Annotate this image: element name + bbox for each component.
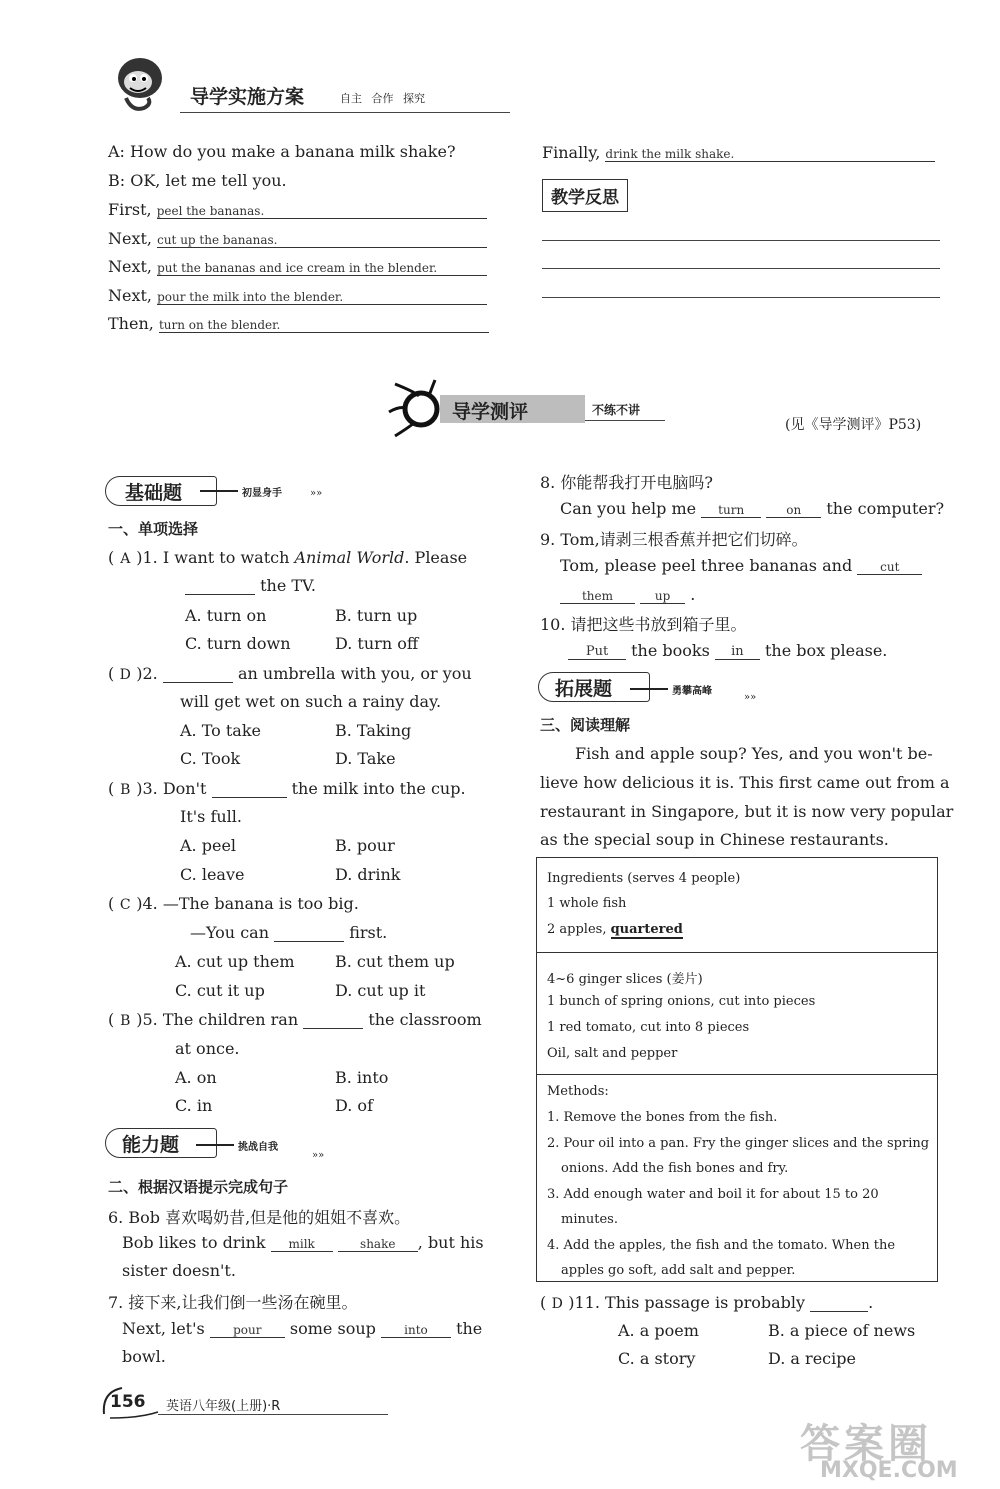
step-row: First, peel the bananas.	[108, 200, 503, 219]
option: C. turn down	[185, 634, 291, 653]
question-6-en: Bob likes to drink milk shake , but his	[122, 1233, 484, 1252]
step-row: Then, turn on the blender.	[108, 314, 503, 333]
question-11: ( D )11. This passage is probably .	[540, 1293, 874, 1312]
answer-letter: A	[120, 551, 131, 567]
method-step: 3. Add enough water and boil it for about 15 to 20	[547, 1187, 879, 1202]
question-2-line2: will get wet on such a rainy day.	[180, 692, 442, 711]
question-2: ( D )2. an umbrella with you, or you	[108, 664, 472, 683]
option: D. Take	[335, 749, 396, 768]
question-10-cn: 10. 请把这些书放到箱子里。	[540, 615, 747, 634]
question-9-en2: them up .	[560, 585, 695, 604]
page-number: 156	[110, 1392, 146, 1412]
question-1: ( A )1. I want to watch Animal World. Please	[108, 548, 468, 567]
option: A. peel	[180, 836, 237, 855]
banner-title: 导学测评	[452, 401, 529, 423]
section-1-heading: 一、单项选择	[108, 520, 199, 538]
question-3-line2: It's full.	[180, 807, 242, 826]
question-4-line2: —You can first.	[190, 923, 388, 942]
banner-reference: (见《导学测评》P53)	[785, 417, 922, 433]
ingredient-item: 1 red tomato, cut into 8 pieces	[547, 1020, 750, 1035]
option: B. into	[335, 1068, 389, 1087]
option: B. pour	[335, 836, 395, 855]
option: D. a recipe	[768, 1349, 856, 1368]
answer-letter: D	[119, 667, 131, 683]
step-answer: cut up the bananas.	[157, 233, 487, 248]
extend-tag-sub: 勇攀高峰	[672, 686, 712, 697]
watermark-url: MXQE.COM	[820, 1458, 958, 1483]
tag-dash	[200, 490, 238, 492]
step-answer: put the bananas and ice cream in the blender.	[157, 261, 487, 276]
monkey-mascot-icon	[108, 52, 174, 114]
option: D. cut up it	[335, 981, 426, 1000]
tag-dash	[196, 1144, 234, 1146]
blank-answer: into	[381, 1323, 451, 1338]
reflection-line	[542, 297, 940, 298]
page-title: 导学实施方案	[190, 86, 305, 108]
question-1-line2: the TV.	[185, 576, 316, 595]
answer-letter: D	[551, 1296, 563, 1312]
answer-letter: B	[120, 782, 131, 798]
finally-row: Finally, drink the milk shake.	[542, 143, 940, 162]
passage-line: lieve how delicious it is. This first came out from a	[540, 773, 950, 792]
question-3: ( B )3. Don't the milk into the cup.	[108, 779, 466, 798]
reflection-line	[542, 240, 940, 241]
option: D. of	[335, 1096, 373, 1115]
option: B. turn up	[335, 606, 418, 625]
question-6-cn: 6. Bob 喜欢喝奶昔,但是他的姐姐不喜欢。	[108, 1208, 411, 1227]
option: C. leave	[180, 865, 245, 884]
method-step: minutes.	[561, 1212, 618, 1227]
methods-title: Methods:	[547, 1084, 609, 1099]
blank-answer: turn	[701, 503, 761, 518]
blank-answer: up	[640, 589, 685, 604]
question-7-en: Next, let's pour some soup into the	[122, 1319, 483, 1338]
answer-letter: C	[119, 897, 131, 913]
step-answer: pour the milk into the blender.	[157, 290, 487, 305]
footer-text: 英语八年级(上册)·R	[166, 1399, 281, 1414]
blank-answer: them	[560, 589, 635, 604]
recipe-box	[536, 857, 938, 1282]
question-9-cn: 9. Tom,请剥三根香蕉并把它们切碎。	[540, 530, 808, 549]
answer-letter: B	[120, 1013, 131, 1029]
question-5: ( B )5. The children ran the classroom	[108, 1010, 482, 1029]
option: D. drink	[335, 865, 401, 884]
method-step: 4. Add the apples, the fish and the tomato. When the	[547, 1238, 896, 1253]
ability-tag-sub: 挑战自我	[238, 1142, 278, 1153]
reflection-line	[542, 268, 940, 269]
dialogue-a: A: How do you make a banana milk shake?	[108, 142, 456, 161]
option: A. a poem	[618, 1321, 699, 1340]
chevron-right-icon: »»	[744, 692, 757, 703]
option: A. To take	[180, 721, 262, 740]
blank-answer: shake	[338, 1237, 418, 1252]
banner-rule	[585, 420, 665, 421]
extend-tag-title: 拓展题	[555, 678, 613, 700]
option: D. turn off	[335, 634, 419, 653]
blank-answer: in	[715, 644, 760, 660]
option: C. Took	[180, 749, 241, 768]
method-step: onions. Add the fish bones and fry.	[561, 1161, 789, 1176]
footer-rule	[158, 1414, 388, 1415]
page-subtitle: 自主 合作 探究	[340, 92, 425, 105]
question-7-en2: bowl.	[122, 1347, 166, 1366]
step-row: Next, cut up the bananas.	[108, 229, 503, 248]
question-9-en: Tom, please peel three bananas and cut	[560, 556, 922, 575]
option: C. in	[175, 1096, 213, 1115]
method-step: 2. Pour oil into a pan. Fry the ginger slices and the spring	[547, 1136, 930, 1151]
step-row: Next, put the bananas and ice cream in the blender.	[108, 257, 503, 276]
basic-tag-title: 基础题	[125, 482, 183, 504]
question-8-cn: 8. 你能帮我打开电脑吗?	[540, 473, 713, 492]
blank-answer: Put	[568, 644, 626, 660]
method-step: 1. Remove the bones from the fish.	[547, 1110, 778, 1125]
option: B. a piece of news	[768, 1321, 916, 1340]
footer-swoosh-icon	[100, 1384, 160, 1420]
passage-line: Fish and apple soup? Yes, and you won't be-	[575, 744, 933, 763]
ability-tag-title: 能力题	[122, 1134, 180, 1156]
question-5-line2: at once.	[175, 1039, 240, 1058]
section-3-heading: 三、阅读理解	[540, 716, 631, 734]
blank-answer: pour	[210, 1323, 285, 1338]
ingredients-title: Ingredients (serves 4 people)	[547, 871, 741, 886]
banner-sub: 不练不讲	[592, 403, 641, 417]
question-6-en2: sister doesn't.	[122, 1261, 236, 1280]
option: C. a story	[618, 1349, 696, 1368]
ingredient-item: 1 bunch of spring onions, cut into pieces	[547, 994, 816, 1009]
question-4: ( C )4. —The banana is too big.	[108, 894, 359, 913]
blank-answer: on	[766, 503, 821, 518]
question-10-en: Put the books in the box please.	[568, 641, 887, 660]
watermark-logo: 答案圈	[800, 1421, 932, 1467]
ingredient-item: Oil, salt and pepper	[547, 1046, 678, 1061]
step-row: Next, pour the milk into the blender.	[108, 286, 503, 305]
reflection-title: 教学反思	[542, 179, 628, 212]
question-8-en: Can you help me turn on the computer?	[560, 499, 945, 518]
step-answer: turn on the blender.	[159, 318, 489, 333]
ingredient-item: 2 apples, quartered	[547, 922, 683, 937]
option: A. cut up them	[175, 952, 295, 971]
method-step: apples go soft, add salt and pepper.	[561, 1263, 796, 1278]
step-answer: peel the bananas.	[157, 204, 487, 219]
chevron-right-icon: »»	[310, 488, 323, 499]
box-divider	[537, 1074, 937, 1075]
basic-tag-sub: 初显身手	[242, 488, 282, 499]
chevron-right-icon: »»	[312, 1150, 325, 1161]
dialogue-b: B: OK, let me tell you.	[108, 171, 287, 190]
box-divider	[537, 952, 937, 953]
ingredient-item: 1 whole fish	[547, 896, 627, 911]
option: A. turn on	[185, 606, 267, 625]
tag-dash	[630, 688, 668, 690]
passage-line: restaurant in Singapore, but it is now very popular	[540, 802, 954, 821]
blank-answer: milk	[271, 1237, 333, 1252]
passage-line: as the special soup in Chinese restaurants.	[540, 830, 889, 849]
option: C. cut it up	[175, 981, 265, 1000]
ingredient-item: 4~6 ginger slices (姜片)	[547, 972, 703, 987]
finally-answer: drink the milk shake.	[605, 147, 935, 162]
section-2-heading: 二、根据汉语提示完成句子	[108, 1178, 289, 1196]
question-7-cn: 7. 接下来,让我们倒一些汤在碗里。	[108, 1293, 358, 1312]
header-rule	[180, 112, 510, 113]
option: A. on	[175, 1068, 217, 1087]
option: B. cut them up	[335, 952, 455, 971]
option: B. Taking	[335, 721, 412, 740]
blank-answer: cut	[857, 560, 922, 575]
